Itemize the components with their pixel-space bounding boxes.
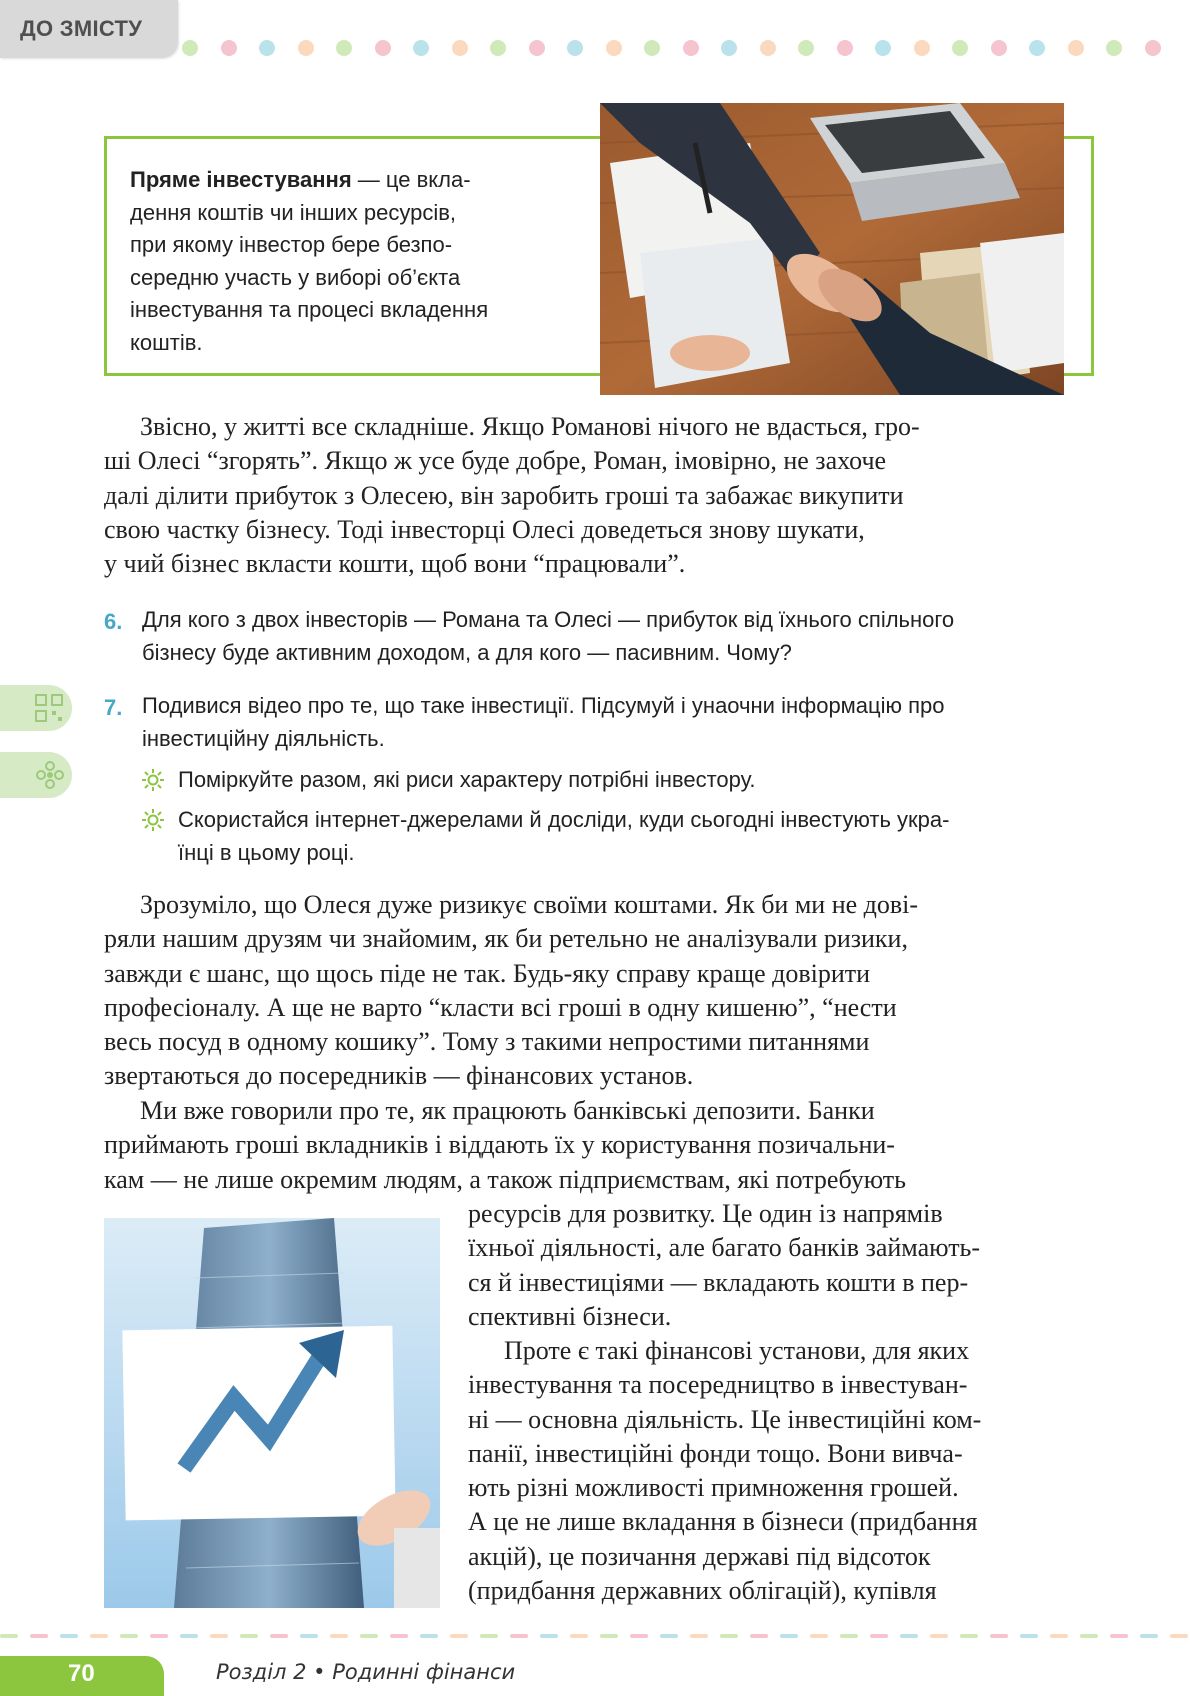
text-line: звертаються до посередників — фінансових установ. bbox=[104, 1061, 694, 1091]
decorative-dot bbox=[452, 40, 468, 56]
footer-dash bbox=[630, 1634, 648, 1638]
decorative-dot bbox=[914, 40, 930, 56]
decorative-dot bbox=[375, 40, 391, 56]
sun-bullet-icon bbox=[141, 808, 165, 832]
qr-code-icon bbox=[34, 693, 64, 723]
decorative-dot bbox=[567, 40, 583, 56]
definition-term: Пряме інвестування bbox=[130, 167, 352, 192]
definition-line: середню участь у виборі об’єкта bbox=[130, 264, 461, 290]
footer-dash bbox=[480, 1634, 498, 1638]
text-line: Подивися відео про те, що таке інвестиції. Підсумуй і унаочни інформацію про bbox=[142, 693, 945, 718]
text-line: далі ділити прибуток з Олесею, він заробить гроші та забажає викупити bbox=[104, 480, 904, 510]
footer-dash bbox=[1140, 1634, 1158, 1638]
decorative-dot bbox=[1029, 40, 1045, 56]
page-number: 70 bbox=[68, 1660, 95, 1687]
bullet-text bbox=[178, 764, 1094, 797]
sun-bullet-icon bbox=[141, 768, 165, 792]
footer-dash bbox=[720, 1634, 738, 1638]
text-line: Зрозуміло, що Олеся дуже ризикує своїми коштами. Як би ми не дові- bbox=[140, 890, 919, 919]
footer-dash bbox=[900, 1634, 918, 1638]
decorative-dot bbox=[413, 40, 429, 56]
group-work-icon bbox=[34, 759, 66, 791]
decorative-dot bbox=[875, 40, 891, 56]
footer-dash bbox=[510, 1634, 528, 1638]
decorative-dot bbox=[991, 40, 1007, 56]
footer-dash bbox=[330, 1634, 348, 1638]
definition-line: інвестування та процесі вкладення bbox=[130, 297, 489, 322]
decorative-dot bbox=[798, 40, 814, 56]
footer-dash bbox=[90, 1634, 108, 1638]
text-line: Звісно, у житті все складніше. Якщо Романові нічого не вдасться, гро- bbox=[140, 412, 920, 441]
footer-dash bbox=[450, 1634, 468, 1638]
footer-dash bbox=[570, 1634, 588, 1638]
text-line: ють різні можливості примноження грошей. bbox=[468, 1473, 959, 1503]
text-line: їнці в цьому році. bbox=[178, 839, 355, 865]
text-line: Поміркуйте разом, які риси характеру потрібні інвестору. bbox=[178, 767, 756, 792]
body-paragraph bbox=[104, 1094, 1094, 1197]
text-line: А це не лише вкладання в бізнеси (придбання bbox=[468, 1507, 978, 1537]
footer-dash bbox=[600, 1634, 618, 1638]
text-line: Скористайся інтернет-джерелами й досліди, куди сьогодні інвестують укра- bbox=[178, 807, 950, 832]
text-line: бізнесу буде активним доходом, а для кого — пасивним. Чому? bbox=[142, 639, 792, 665]
text-line: їхньої діяльності, але багато банків займають- bbox=[468, 1233, 981, 1263]
footer-dash bbox=[690, 1634, 708, 1638]
decorative-dot bbox=[259, 40, 275, 56]
bullet-text bbox=[178, 804, 1094, 869]
decorative-dot bbox=[1106, 40, 1122, 56]
body-paragraph-wrap bbox=[468, 1197, 1094, 1334]
footer-dash-line bbox=[0, 1634, 1190, 1640]
text-line: ряли нашим друзям чи знайомим, як би ретельно не аналізували ризики, bbox=[104, 924, 908, 954]
text-line: інвестування та посередництво в інвестуван- bbox=[468, 1370, 968, 1400]
footer-dash bbox=[120, 1634, 138, 1638]
decorative-dot bbox=[606, 40, 622, 56]
definition-line: при якому інвестор бере безпо- bbox=[130, 232, 453, 257]
footer-dash bbox=[990, 1634, 1008, 1638]
text-line: ші Олесі “згорять”. Якщо ж усе буде добре, Роман, імовірно, не захоче bbox=[104, 446, 887, 476]
body-paragraph bbox=[104, 888, 1094, 1094]
text-line: ні — основна діяльність. Це інвестиційні ком- bbox=[468, 1404, 982, 1434]
decorative-dot bbox=[221, 40, 237, 56]
decorative-dot bbox=[336, 40, 352, 56]
text-line: Для кого з двох інвесторів — Романа та Олесі — прибуток від їхнього спільного bbox=[142, 607, 955, 632]
footer-dash bbox=[60, 1634, 78, 1638]
footer-dash bbox=[930, 1634, 948, 1638]
task-number: 7. bbox=[104, 695, 123, 720]
footer-dash bbox=[870, 1634, 888, 1638]
footer-dash bbox=[750, 1634, 768, 1638]
footer-dash bbox=[660, 1634, 678, 1638]
task-text bbox=[142, 604, 1094, 669]
task-number: 6. bbox=[104, 609, 123, 634]
text-line: акцій), це позичання державі під відсоток bbox=[468, 1541, 931, 1571]
text-line: завжди є шанс, що щось піде не так. Будь-яку справу краще довірити bbox=[104, 958, 871, 988]
text-line: свою частку бізнесу. Тоді інвесторці Олесі доведеться знову шукати, bbox=[104, 514, 865, 544]
text-line: ся й інвестиціями — вкладають кошти в пер- bbox=[468, 1267, 969, 1297]
body-paragraph bbox=[468, 1334, 1094, 1608]
footer-dash bbox=[300, 1634, 318, 1638]
text-line: приймають гроші вкладників і віддають їх у користування позичальни- bbox=[104, 1130, 895, 1160]
text-line: ресурсів для розвитку. Це один із напрямів bbox=[468, 1199, 943, 1228]
decorative-dot bbox=[837, 40, 853, 56]
decorative-dot bbox=[683, 40, 699, 56]
footer-dash bbox=[210, 1634, 228, 1638]
footer-dash bbox=[390, 1634, 408, 1638]
footer-dash bbox=[780, 1634, 798, 1638]
group-work-tab[interactable] bbox=[0, 752, 72, 798]
decorative-dot bbox=[644, 40, 660, 56]
decorative-dot bbox=[529, 40, 545, 56]
toc-label: ДО ЗМІСТУ bbox=[20, 16, 143, 41]
decorative-dot bbox=[760, 40, 776, 56]
text-line: Ми вже говорили про те, як працюють банківські депозити. Банки bbox=[140, 1096, 875, 1125]
text-line: (придбання державних облігацій), купівля bbox=[468, 1576, 937, 1606]
footer-dash bbox=[180, 1634, 198, 1638]
decorative-dot bbox=[298, 40, 314, 56]
footer-dash bbox=[810, 1634, 828, 1638]
qr-code-tab[interactable] bbox=[0, 685, 72, 731]
footer-dash bbox=[270, 1634, 288, 1638]
decorative-dot bbox=[182, 40, 198, 56]
text-line: весь посуд в одному кошику”. Тому з такими непростими питаннями bbox=[104, 1027, 870, 1057]
body-paragraph bbox=[104, 410, 1094, 581]
footer-dash bbox=[420, 1634, 438, 1638]
footer-dash bbox=[540, 1634, 558, 1638]
footer-dash bbox=[240, 1634, 258, 1638]
footer-dash bbox=[1080, 1634, 1098, 1638]
growth-chart-photo bbox=[104, 1218, 440, 1608]
footer-dash bbox=[30, 1634, 48, 1638]
decorative-dot bbox=[952, 40, 968, 56]
handshake-photo bbox=[600, 103, 1064, 395]
footer-dash bbox=[1110, 1634, 1128, 1638]
decorative-dot bbox=[1068, 40, 1084, 56]
text-line: інвестиційну діяльність. bbox=[142, 725, 385, 751]
text-line: кам — не лише окремим людям, а також підприємствам, які потребують bbox=[104, 1164, 907, 1194]
definition-line: — це вкла- bbox=[351, 167, 471, 192]
text-line: у чий бізнес вкласти кошти, щоб вони “працювали”. bbox=[104, 549, 686, 579]
text-line: професіоналу. А ще не варто “класти всі гроші в одну кишеню”, “нести bbox=[104, 992, 897, 1022]
definition-text bbox=[130, 164, 590, 359]
decorative-dot-row bbox=[178, 40, 1190, 58]
section-title: Розділ 2 • Родинні фінанси bbox=[216, 1660, 516, 1684]
decorative-dot bbox=[1145, 40, 1161, 56]
footer-dash bbox=[960, 1634, 978, 1638]
footer-dash bbox=[0, 1634, 18, 1638]
footer-dash bbox=[840, 1634, 858, 1638]
text-line: панії, інвестиційні фонди тощо. Вони вивча- bbox=[468, 1438, 963, 1468]
footer-dash bbox=[360, 1634, 378, 1638]
footer-dash bbox=[150, 1634, 168, 1638]
decorative-dot bbox=[721, 40, 737, 56]
task-text bbox=[142, 690, 1094, 755]
text-line: спективні бізнеси. bbox=[468, 1301, 672, 1331]
footer-dash bbox=[1020, 1634, 1038, 1638]
definition-line: дення коштів чи інших ресурсів, bbox=[130, 199, 457, 225]
footer-dash bbox=[1050, 1634, 1068, 1638]
toc-link[interactable] bbox=[0, 0, 178, 58]
decorative-dot bbox=[490, 40, 506, 56]
footer-dash bbox=[1170, 1634, 1188, 1638]
definition-line: коштів. bbox=[130, 329, 203, 355]
text-line: Проте є такі фінансові установи, для яких bbox=[504, 1336, 970, 1365]
